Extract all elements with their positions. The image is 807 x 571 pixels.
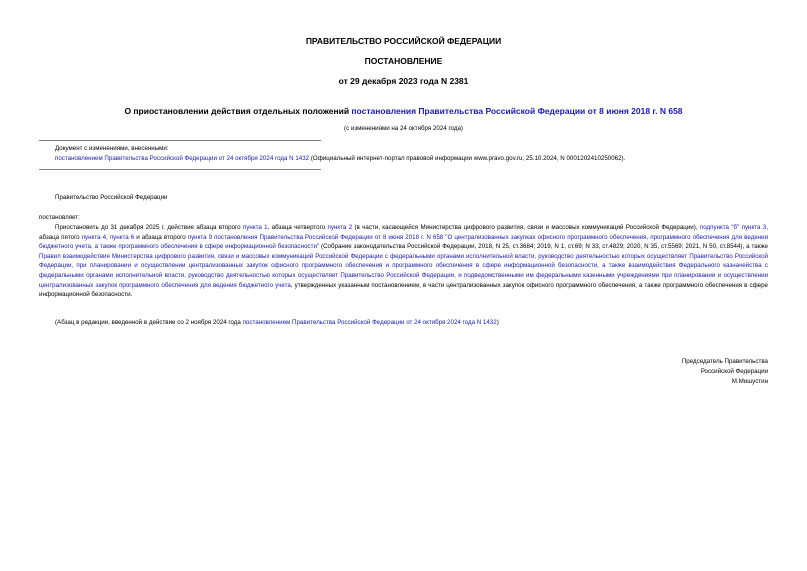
edit-note-prefix: (Абзац в редакции, введенной в действие со 2 ноября 2024 года: [55, 319, 243, 326]
decrees-word: постановляет:: [39, 214, 80, 221]
title-link[interactable]: постановления Правительства Российской Федерации от 8 июня 2018 г. N 658: [351, 106, 683, 116]
signature-block: [682, 357, 768, 387]
signature-position-1: Председатель Правительства: [681, 358, 768, 365]
para-text: , абзаца пятого: [39, 224, 768, 241]
para-text: (Собрание законодательства Российской Федерации, 2018, N 25, ст.3684; 2019, N 1, ст.69; N 33, ст.4829; 2020, N 35, ст.5569; 2021, N 50, ст.8544), а также: [319, 243, 768, 251]
link-point-6[interactable]: пункта 6: [109, 233, 135, 241]
main-paragraph: [39, 223, 768, 300]
amendment-source: (Официальный интернет-портал правовой информации www.pravo.gov.ru, 25.10.2024, N 0001202410250062).: [309, 155, 626, 162]
para-text: , абзаца четвертого: [267, 224, 328, 231]
amendments-heading: Документ с изменениями, внесенными:: [55, 145, 169, 152]
issuer: Правительство Российской Федерации: [55, 194, 168, 201]
amendments-list: [55, 154, 775, 163]
document-type: ПОСТАНОВЛЕНИЕ: [364, 56, 443, 66]
link-point-4[interactable]: пункта 4: [81, 233, 107, 241]
document-title: [0, 106, 807, 116]
link-resolution-658-point-9[interactable]: пункта 9 постановления Правительства Российской Федерации от 8 июня 2018 г. N 658 "О централизованных закупках офисного программного обеспечения, программного обеспечения для ведения бюджетного учета, а также программного обеспечения в сфере информационной безопасности": [39, 233, 768, 251]
edit-note-suffix: ): [496, 319, 499, 326]
title-prefix: О приостановлении действия отдельных положений: [124, 106, 352, 116]
link-point-2[interactable]: пункта 2: [327, 224, 353, 231]
link-point-1[interactable]: пункта 1: [242, 224, 268, 231]
signature-position-2: Российской Федерации: [700, 368, 768, 375]
para-text: , утвержденных указанным постановлением, в части централизованных закупок офисного программного обеспечения, а также программного обеспечения в сфере информационной безопасности.: [39, 281, 768, 299]
link-interaction-rules[interactable]: Правил взаимодействия Министерства цифрового развития, связи и массовых коммуникаций Российской Федерации с федеральными органами исполнительной власти, руководство деятельностью которых осуществляет Правительство Российской Федерации, при планировании и осуществлении централизованных закупок офисного программного обеспечения и программного обеспечения в сфере информационной безопасности, а также взаимодействия Федерального казначейства с федеральными органами исполнительной власти, руководство деятельностью которых осуществляет Правительство Российской Федерации, и подведомственными им федеральными казенными учреждениями при планировании и осуществлении централизованных закупок программного обеспечения для ведения бюджетного учета: [39, 252, 768, 289]
rule-top: [39, 140, 321, 141]
para-text: ,: [106, 233, 110, 241]
rule-bottom: [39, 169, 321, 170]
edit-note: [55, 318, 775, 327]
date-number: от 29 декабря 2023 года N 2381: [338, 76, 469, 86]
para-text: Приостановить до 31 декабря 2025 г. действие абзаца второго: [55, 224, 243, 231]
para-text: (в части, касающейся Министерства цифрового развития, связи и массовых коммуникаций Российской Федерации),: [352, 224, 700, 231]
amendment-link[interactable]: постановлением Правительства Российской Федерации от 24 октября 2024 года N 1432: [55, 155, 310, 162]
signature-name: М.Мишустин: [731, 378, 768, 385]
revision-note: (с изменениями на 24 октября 2024 года): [344, 125, 463, 132]
para-text: и абзаца второго: [134, 233, 188, 241]
edit-note-link[interactable]: постановлением Правительства Российской Федерации от 24 октября 2024 года N 1432: [242, 319, 497, 326]
authority-heading: ПРАВИТЕЛЬСТВО РОССИЙСКОЙ ФЕДЕРАЦИИ: [305, 36, 502, 46]
link-subpoint-b-point-3[interactable]: подпункта "б" пункта 3: [699, 224, 767, 231]
